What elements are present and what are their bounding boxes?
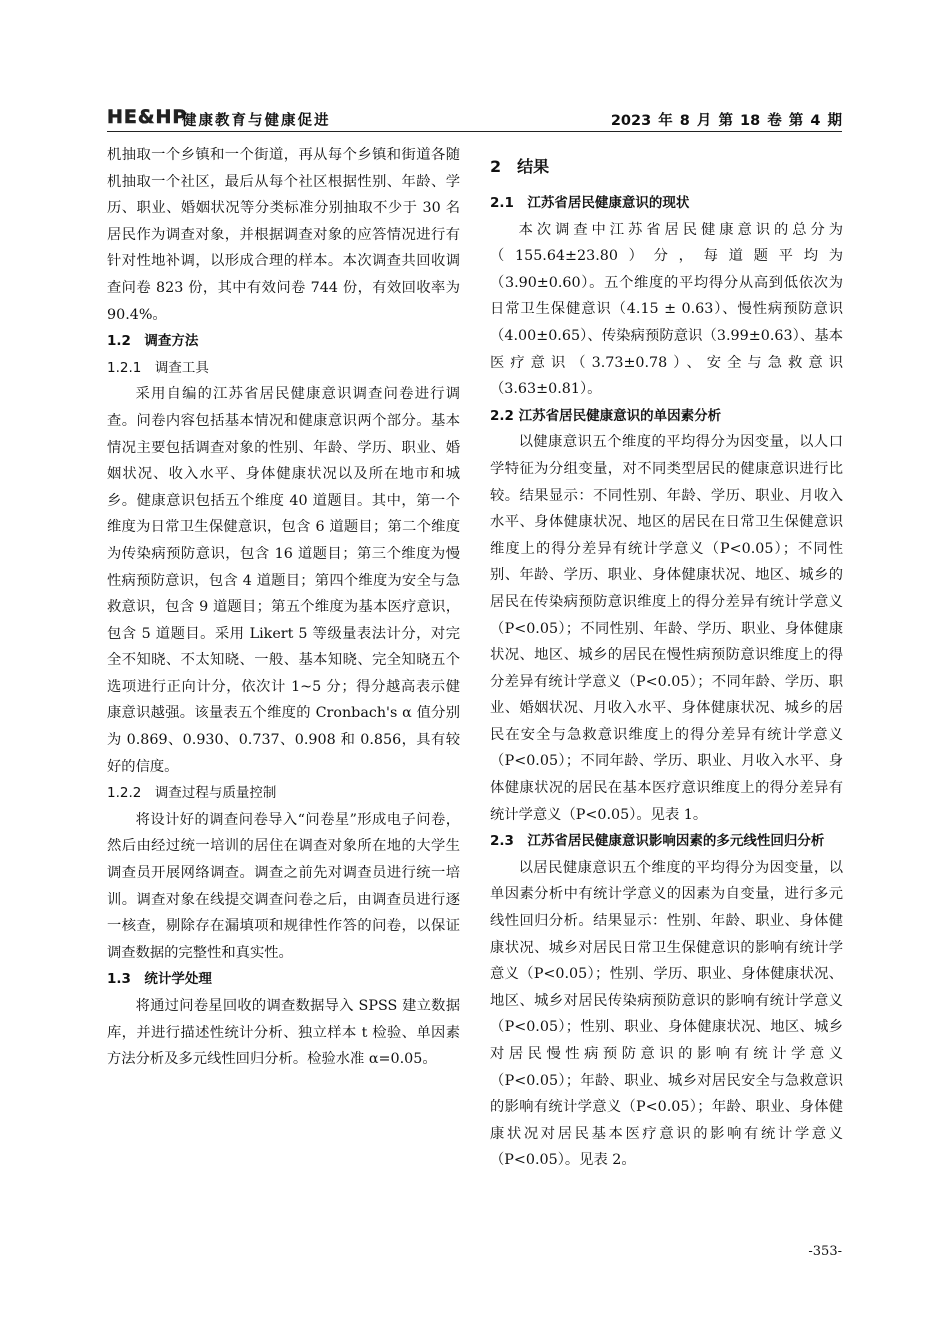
heading-1-3: 1.3 统计学处理 — [107, 971, 212, 988]
paragraph-quality-control: 将设计好的调查问卷导入“问卷星”形成电子问卷，然后由经过统一培训的居住在调查对象所在地的大学生调查员开展网络调查。调查之前先对调查员进行统一培训。调查对象在线提交调查问卷之后，由调查员进行逐一核查，剔除存在漏填项和规律性作答的问卷，以保证调查数据的完整性和真实性。 — [107, 811, 460, 961]
journal-logo: HE&HP — [107, 106, 188, 128]
page-number: -353- — [808, 1244, 842, 1259]
paragraph-sampling: 机抽取一个乡镇和一个街道，再从每个乡镇和街道各随机抽取一个社区，最后从每个社区根据性别、年龄、学历、职业、婚姻状况等分类标准分别抽取不少于 30 名居民作为调查对象，并根据调查对象的应答情况进行有针对性地补调，以形成合理的样本。本次调查共回收调查问卷 823 份，其中有效问卷 744 份，有效回收率为 90.4%。 — [107, 147, 460, 323]
paragraph-survey-tool: 采用自编的江苏省居民健康意识调查问卷进行调查。问卷内容包括基本情况和健康意识两个部分。基本情况主要包括调查对象的性别、年龄、学历、职业、婚姻状况、收入水平、身体健康状况以及所在地市和城乡。健康意识包括五个维度 40 道题目。其中，第一个维度为日常卫生保健意识，包含 6 道题目；第二个维度为传染病预防意识，包含 16 道题目；第三个维度为慢性病预防意识，包含 4 道题目；第四个维度为安全与急救意识，包含 9 道题目；第五个维度为基本医疗意识，包含 5 道题目。采用 Likert 5 等级量表法计分，对完全不知晓、不太知晓、一般、基本知晓、完全知晓五个选项进行正向计分，依次计 1~5 分；得分越高表示健康意识越强。该量表五个维度的 Cronbach's α 值分别为 0.869、0.930、0.737、0.908 和 0.856，具有较好的信度。 — [107, 386, 460, 775]
heading-1-2-1: 1.2.1 调查工具 — [107, 359, 209, 376]
paragraph-regression: 以居民健康意识五个维度的平均得分为因变量，以单因素分析中有统计学意义的因素为自变量，进行多元线性回归分析。结果显示：性别、年龄、职业、身体健康状况、城乡对居民日常卫生保健意识的影响有统计学意义（P<0.05）；性别、学历、职业、身体健康状况、地区、城乡对居民传染病预防意识的影响有统计学意义（P<0.05）；性别、职业、身体健康状况、地区、城乡对居民慢性病预防意识的影响有统计学意义（P<0.05）；年龄、职业、城乡对居民安全与急救意识的影响有统计学意义（P<0.05）；年龄、职业、身体健康状况对居民基本医疗意识的影响有统计学意义（P<0.05）。见表 2。 — [490, 859, 843, 1169]
journal-title: 健康教育与健康促进 — [182, 113, 331, 129]
issue-info: 2023 年 8 月 第 18 卷 第 4 期 — [610, 113, 842, 129]
left-column — [107, 142, 460, 1073]
paragraph-statistics: 将通过问卷星回收的调查数据导入 SPSS 建立数据库，并进行描述性统计分析、独立样本 t 检验、单因素方法分析及多元线性回归分析。检验水准 α=0.05。 — [107, 998, 460, 1068]
paragraph-status: 本次调查中江苏省居民健康意识的总分为（155.64±23.80）分，每道题平均为（3.90±0.60）。五个维度的平均得分从高到低依次为日常卫生保健意识（4.15 ± 0.63）、慢性病预防意识（4.00±0.65）、传染病预防意识（3.99±0.63）、基本医疗意识（3.73±0.78）、安全与急救意识（3.63±0.81）。 — [490, 221, 843, 398]
heading-2-3: 2.3 江苏省居民健康意识影响因素的多元线性回归分析 — [490, 833, 825, 850]
paragraph-univariate: 以健康意识五个维度的平均得分为因变量，以人口学特征为分组变量，对不同类型居民的健康意识进行比较。结果显示：不同性别、年龄、学历、职业、月收入水平、身体健康状况、地区的居民在日常卫生保健意识维度上的得分差异有统计学意义（P<0.05）；不同性别、年龄、学历、职业、身体健康状况、地区、城乡的居民在传染病预防意识维度上的得分差异有统计学意义（P<0.05）；不同性别、年龄、学历、职业、身体健康状况、地区、城乡的居民在慢性病预防意识维度上的得分差异有统计学意义（P<0.05）；不同年龄、学历、职业、婚姻状况、月收入水平、身体健康状况、城乡的居民在安全与急救意识维度上的得分差异有统计学意义（P<0.05）；不同年龄、学历、职业、月收入水平、身体健康状况的居民在基本医疗意识维度上的得分差异有统计学意义（P<0.05）。见表 1。 — [490, 434, 843, 823]
heading-2-1: 2.1 江苏省居民健康意识的现状 — [490, 195, 690, 211]
heading-1-2-2: 1.2.2 调查过程与质量控制 — [107, 785, 277, 802]
running-header — [107, 104, 842, 134]
right-column — [490, 142, 843, 1174]
header-rule — [107, 131, 842, 132]
heading-2-2: 2.2 江苏省居民健康意识的单因素分析 — [490, 407, 722, 424]
heading-1-2: 1.2 调查方法 — [107, 333, 199, 350]
heading-2-results: 2 结果 — [490, 157, 550, 176]
